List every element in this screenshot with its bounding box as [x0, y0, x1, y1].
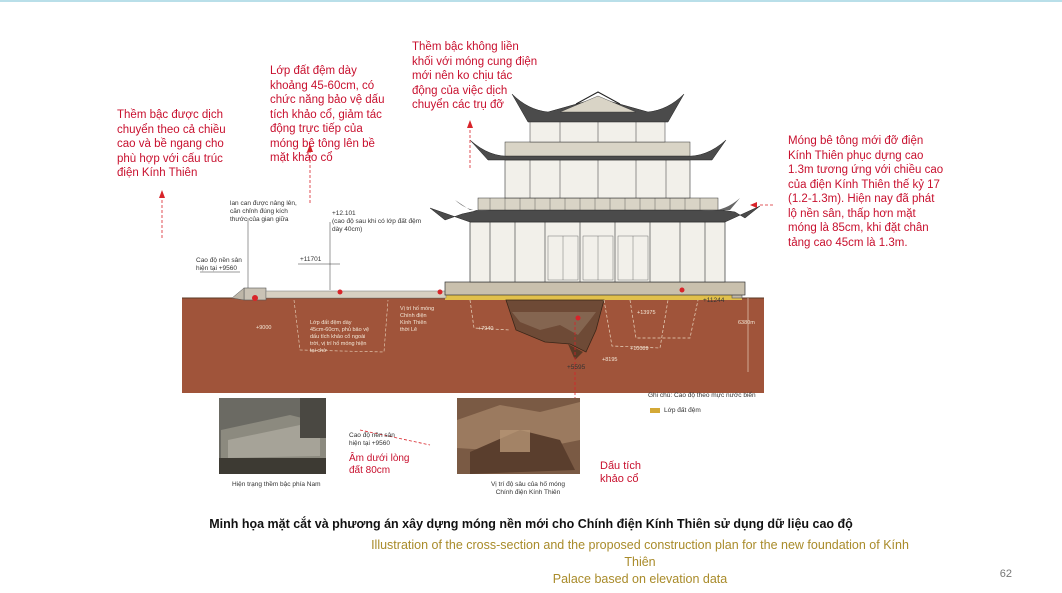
label-elev-7940: +7940 — [478, 326, 494, 332]
label-elev-5595: +5595 — [567, 364, 586, 371]
annotation-new-foundation: Móng bê tông mới đỡ điện Kính Thiên phục dựng cao 1.3m tương ứng với chiều cao của điện Kính Thiên thế kỷ 17 (1.2-1.3m). Hiện nay đã phát lộ nền sân, thấp hơn mặt móng là 85cm, khi đặt chân tảng cao 45cm là 1.3m. — [788, 135, 944, 249]
palace-building — [430, 92, 760, 295]
label-pit-note: Vị trí hố móng Chính điện Kính Thiên thời Lê — [400, 306, 435, 333]
label-elev-8195: +8195 — [602, 357, 618, 363]
label-elev-13975: +13975 — [637, 310, 656, 316]
legend-title: Ghi chú: Cao độ theo mực nước biển — [648, 392, 756, 399]
photo-south-terrace — [219, 398, 326, 474]
annotation-terrace-separate: Thềm bậc không liền khối với móng cung điện mới nên ko chịu tác động của việc dịch chuyển các trụ đỡ — [412, 41, 538, 111]
annotation-archaeology: Dấu tích khảo cổ — [600, 460, 641, 485]
yard-slab — [266, 291, 446, 298]
photo-pit-depth — [457, 398, 580, 474]
label-elev-11701: +11701 — [300, 256, 322, 263]
annotation-fill-layer: Lớp đất đệm dày khoảng 45-60cm, có chức năng bảo vệ dấu tích khảo cổ, giảm tác động trực tiếp của móng bê tông lên bề mặt khảo cổ — [270, 65, 385, 164]
fill-layer-strip — [445, 295, 742, 300]
label-elev-11244: +11244 — [703, 297, 725, 304]
caption-vietnamese: Minh họa mặt cắt và phương án xây dựng móng nền mới cho Chính điện Kính Thiên sử dụng dữ liệu cao độ — [209, 517, 853, 531]
page-number: 62 — [999, 568, 1012, 580]
label-fill-note: Lớp đất đệm dày 45cm-60cm, phủ bảo vệ dấu tích khảo cổ ngoài trời, vị trí hố móng hiện tại chờ — [310, 320, 370, 354]
annotation-buried-80: Âm dưới lòng đất 80cm — [349, 453, 410, 476]
photo-right-caption: Vị trí độ sâu của hố móng Chính điện Kính Thiên — [490, 481, 566, 496]
photo-left-caption: Hiện trạng thềm bậc phía Nam — [232, 481, 321, 488]
caption-english: Illustration of the cross-section and the proposed construction plan for the new foundation of Kính Thiên Palace based on elevation data — [371, 538, 909, 586]
legend-item: Lớp đất đệm — [664, 407, 701, 414]
annotation-terrace-shift: Thềm bậc được dịch chuyển theo cả chiều cao và bề ngang cho phù hợp với cấu trúc điện Kính Thiên — [117, 109, 226, 179]
label-depth-6380: 6380m — [738, 320, 755, 326]
terrace-stair — [232, 288, 244, 300]
label-photo-left-level: Cao độ nền sân hiện tại +9560 — [349, 432, 395, 447]
label-elev-12101: +12.101 (cao độ sau khi có lớp đất đệm dày 40cm) — [332, 210, 422, 233]
legend-swatch — [650, 408, 660, 413]
label-railing: lan can được nâng lên, căn chỉnh đúng kích thước của gian giữa — [230, 200, 297, 223]
label-elev-9000: +9000 — [256, 325, 272, 331]
label-yard-level: Cao độ nền sân hiện tại +9560 — [196, 257, 242, 272]
label-elev-10089: +10089 — [630, 346, 649, 352]
